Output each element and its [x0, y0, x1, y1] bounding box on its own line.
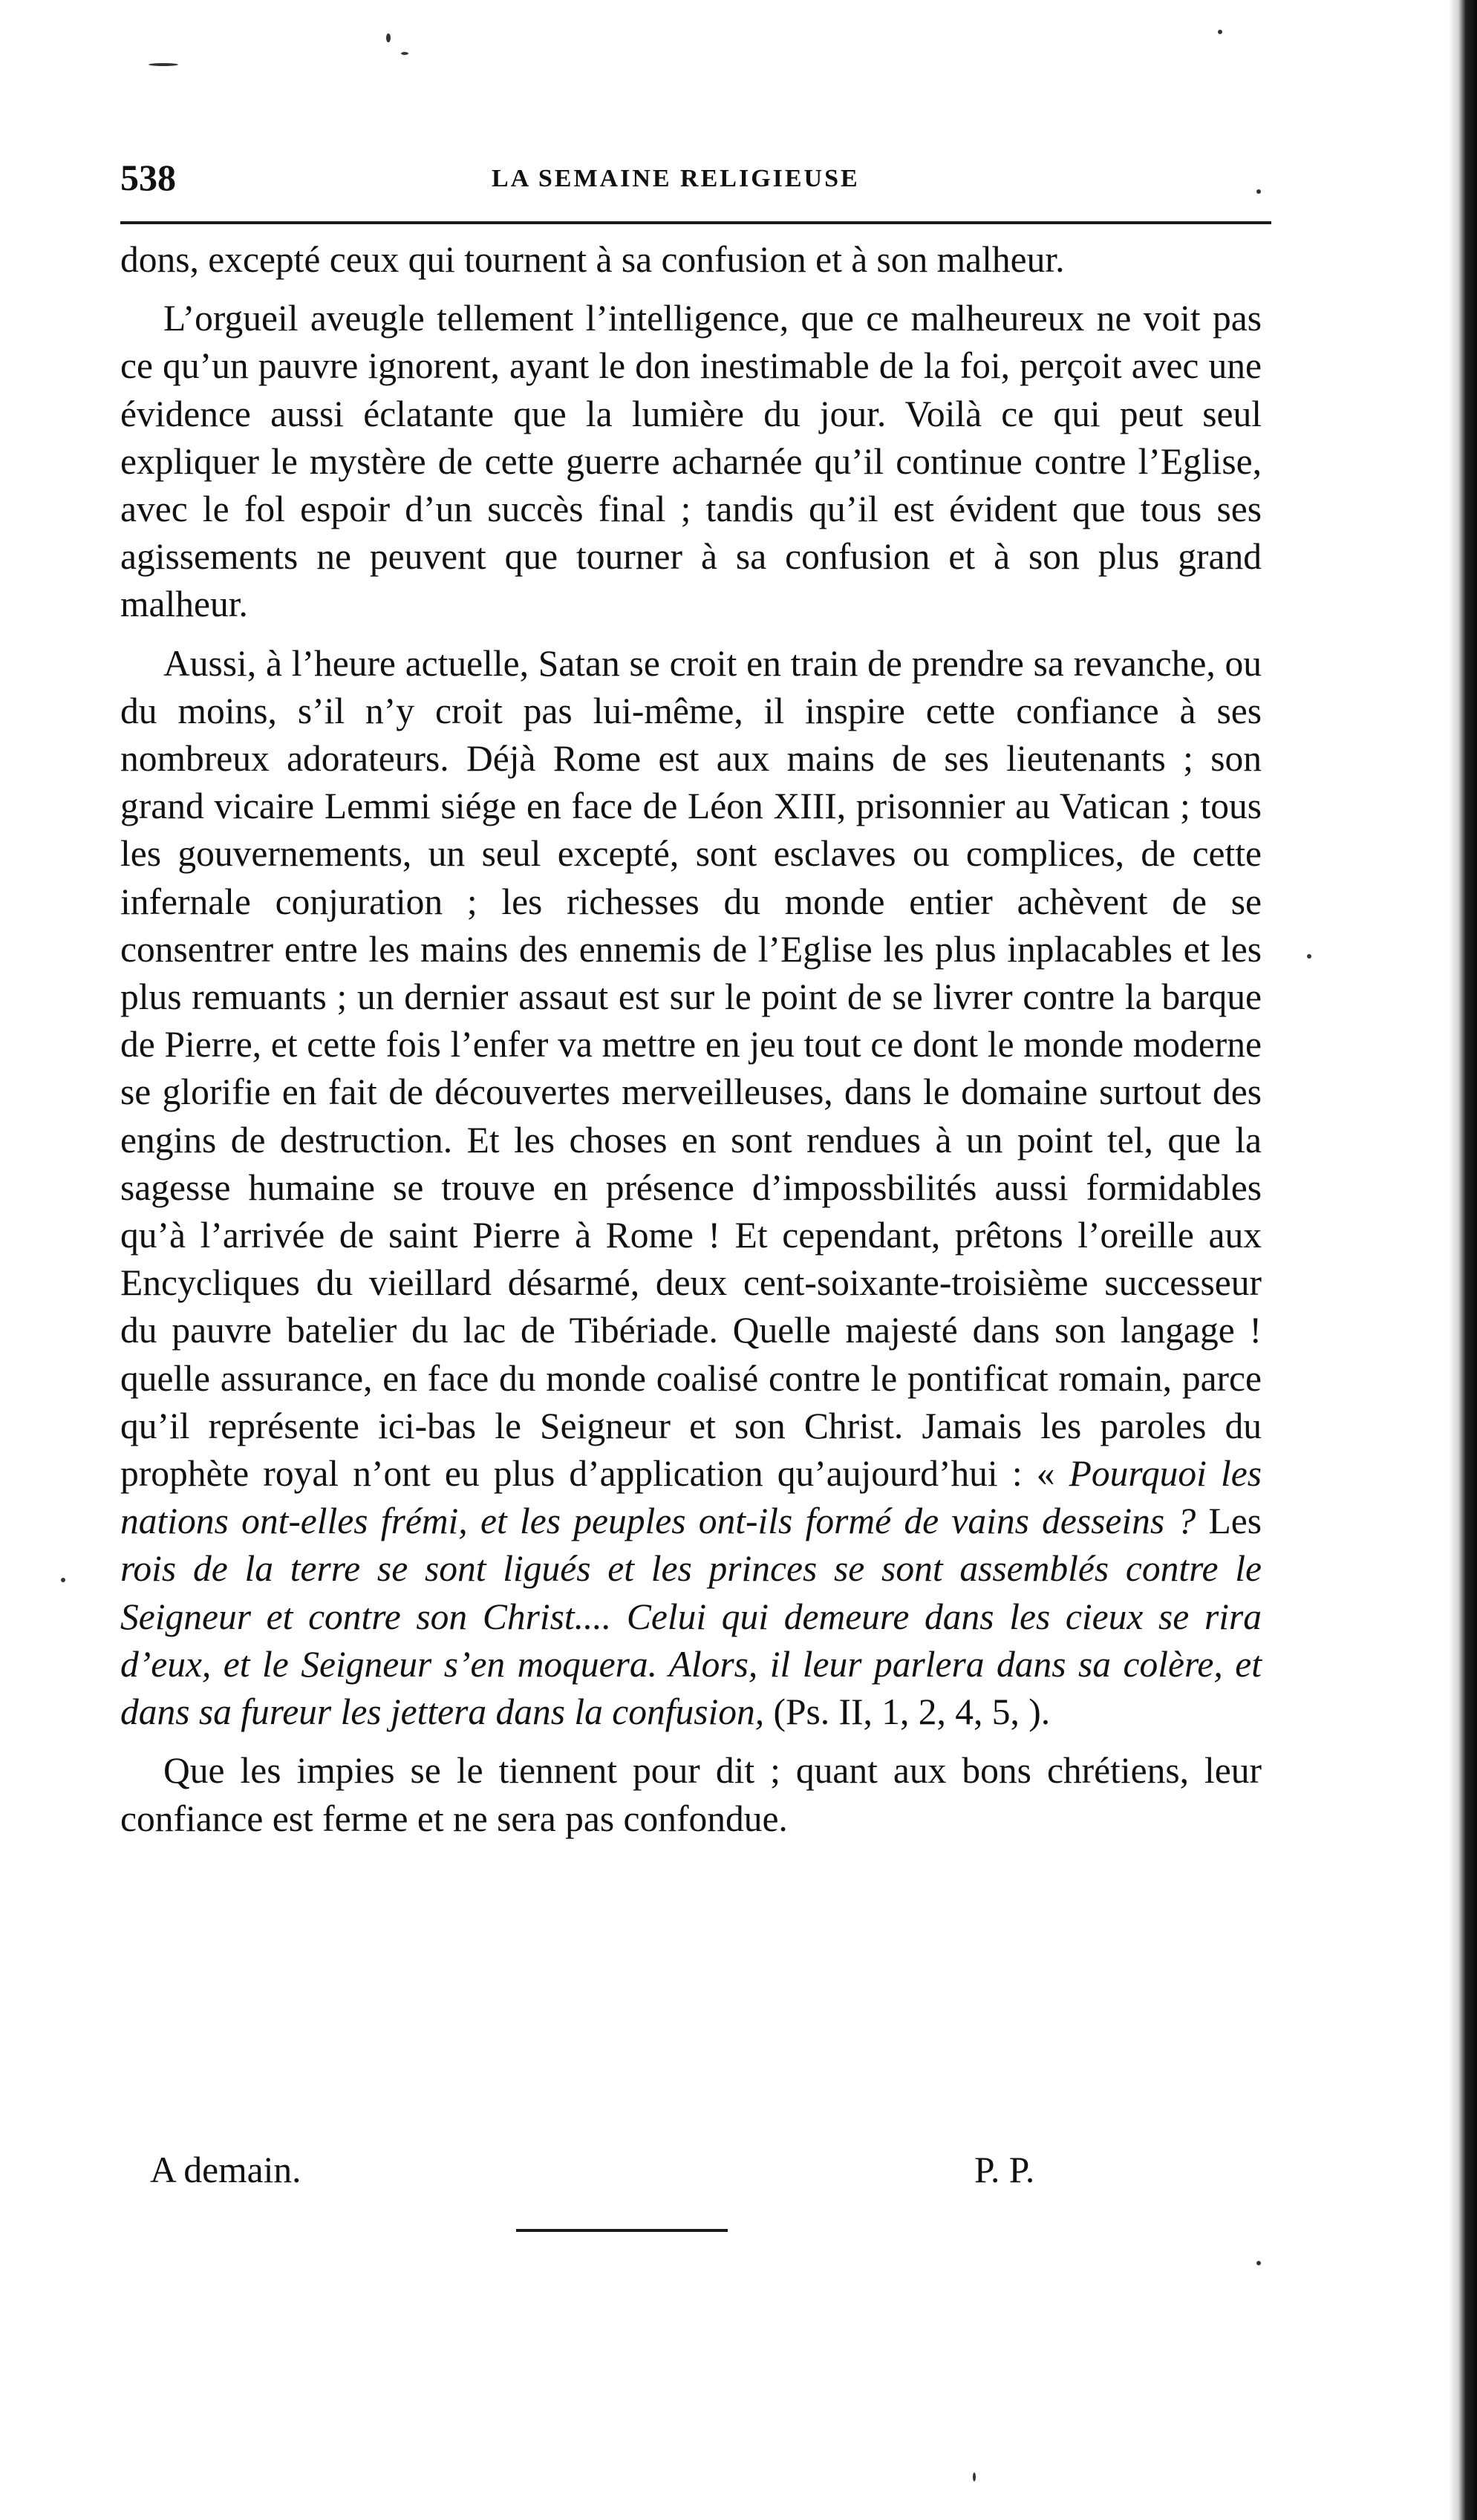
header-rule: [120, 221, 1271, 224]
scan-edge-shadow: [1449, 0, 1477, 2520]
paragraph-conclusion: Que les impies se le tiennent pour dit ; quant aux bons chrétiens, leur confiance est ferme et ne sera pas confondue.: [120, 1750, 1262, 1839]
scan-speck: [973, 2472, 976, 2481]
scan-speck: [149, 63, 178, 66]
scan-speck: [61, 1578, 65, 1582]
paragraph-continuation: dons, excepté ceux qui tournent à sa confusion et à son malheur.: [120, 239, 1065, 280]
closing-salutation: A demain.: [150, 2149, 301, 2190]
psalm-quote-part-1: Pourquoi les nations ont-elles frémi, et les peuples ont-ils formé de vains desseins ?: [120, 1453, 1262, 1542]
author-initials: P. P.: [974, 2149, 1035, 2190]
psalm-citation: (Ps. II, 1, 2, 4, 5, ).: [764, 1691, 1051, 1733]
scan-speck: [1256, 2261, 1261, 2265]
paragraph-pride: L’orgueil aveugle tellement l’intelligence, que ce malheureux ne voit pas ce qu’un pauvre ignorent, ayant le don inestimable de la foi, perçoit avec une évidence aussi éclatante que la lumière du jour. Voilà ce qui peut seul expliquer le mystère de cette guerre acharnée qu’il continue contre l’Eglise, avec le fol espoir d’un succès final ; tandis qu’il est évident que tous ses agissements ne peuvent que tourner à sa confusion et à son plus grand malheur.: [120, 298, 1262, 625]
scan-speck: [401, 52, 408, 55]
page-header: [120, 148, 1264, 200]
paragraph-satan-text: Aussi, à l’heure actuelle, Satan se croit en train de prendre sa revanche, ou du moins, s’il n’y croit pas lui-même, il inspire cette confiance à ses nombreux adorateurs. Déjà Rome est aux mains de ses lieutenants ; son grand vicaire Lemmi siége en face de Léon XIII, prisonnier au Vatican ; tous les gouvernements, un seul excepté, sont esclaves ou complices, de cette infernale conjuration ; les richesses du monde entier achèvent de se consentrer entre les mains des ennemis de l’Eglise les plus inplacables et les plus remuants ; un dernier assaut est sur le point de se livrer contre la barque de Pierre, et cette fois l’enfer va mettre en jeu tout ce dont le monde moderne se glorifie en fait de découvertes merveilleuses, dans le domaine surtout des engins de destruction. Et les choses en sont rendues à un point tel, que la sagesse humaine se trouve en présence d’impossbilités aussi formidables qu’à l’arrivée de saint Pierre à Rome ! Et cependant, prêtons l’oreille aux Encycliques du vieillard désarmé, deux cent-soixante-troisième successeur du pauvre batelier du lac de Tibériade. Quelle majesté dans son langage ! quelle assurance, en face du monde coalisé contre le pontificat romain, parce qu’il représente ici-bas le Seigneur et son Christ. Jamais les paroles du prophète royal n’ont eu plus d’application qu’aujourd’hui : «: [120, 642, 1262, 1495]
end-rule: [516, 2229, 728, 2232]
scan-speck: [1218, 30, 1222, 34]
psalm-quote-part-2: rois de la terre se sont ligués et les princes se sont assemblés contre le Seigneur et contre son Christ.... Celui qui demeure dans les cieux se rira d’eux, et le Seigneur s’en moquera. Alors, il leur parlera dans sa colère, et dans sa fureur les jettera dans la confusion,: [120, 1548, 1262, 1733]
running-title: LA SEMAINE RELIGIEUSE: [492, 165, 860, 192]
scan-speck: [1307, 954, 1311, 959]
paragraph-satan: [120, 640, 1262, 1737]
paragraph-satan-mid: Les: [1196, 1501, 1262, 1542]
signoff: [150, 2149, 1115, 2201]
scan-speck: [1256, 189, 1261, 194]
article-body: [120, 236, 1262, 1843]
scan-speck: [386, 33, 391, 42]
page-number: 538: [120, 157, 176, 198]
